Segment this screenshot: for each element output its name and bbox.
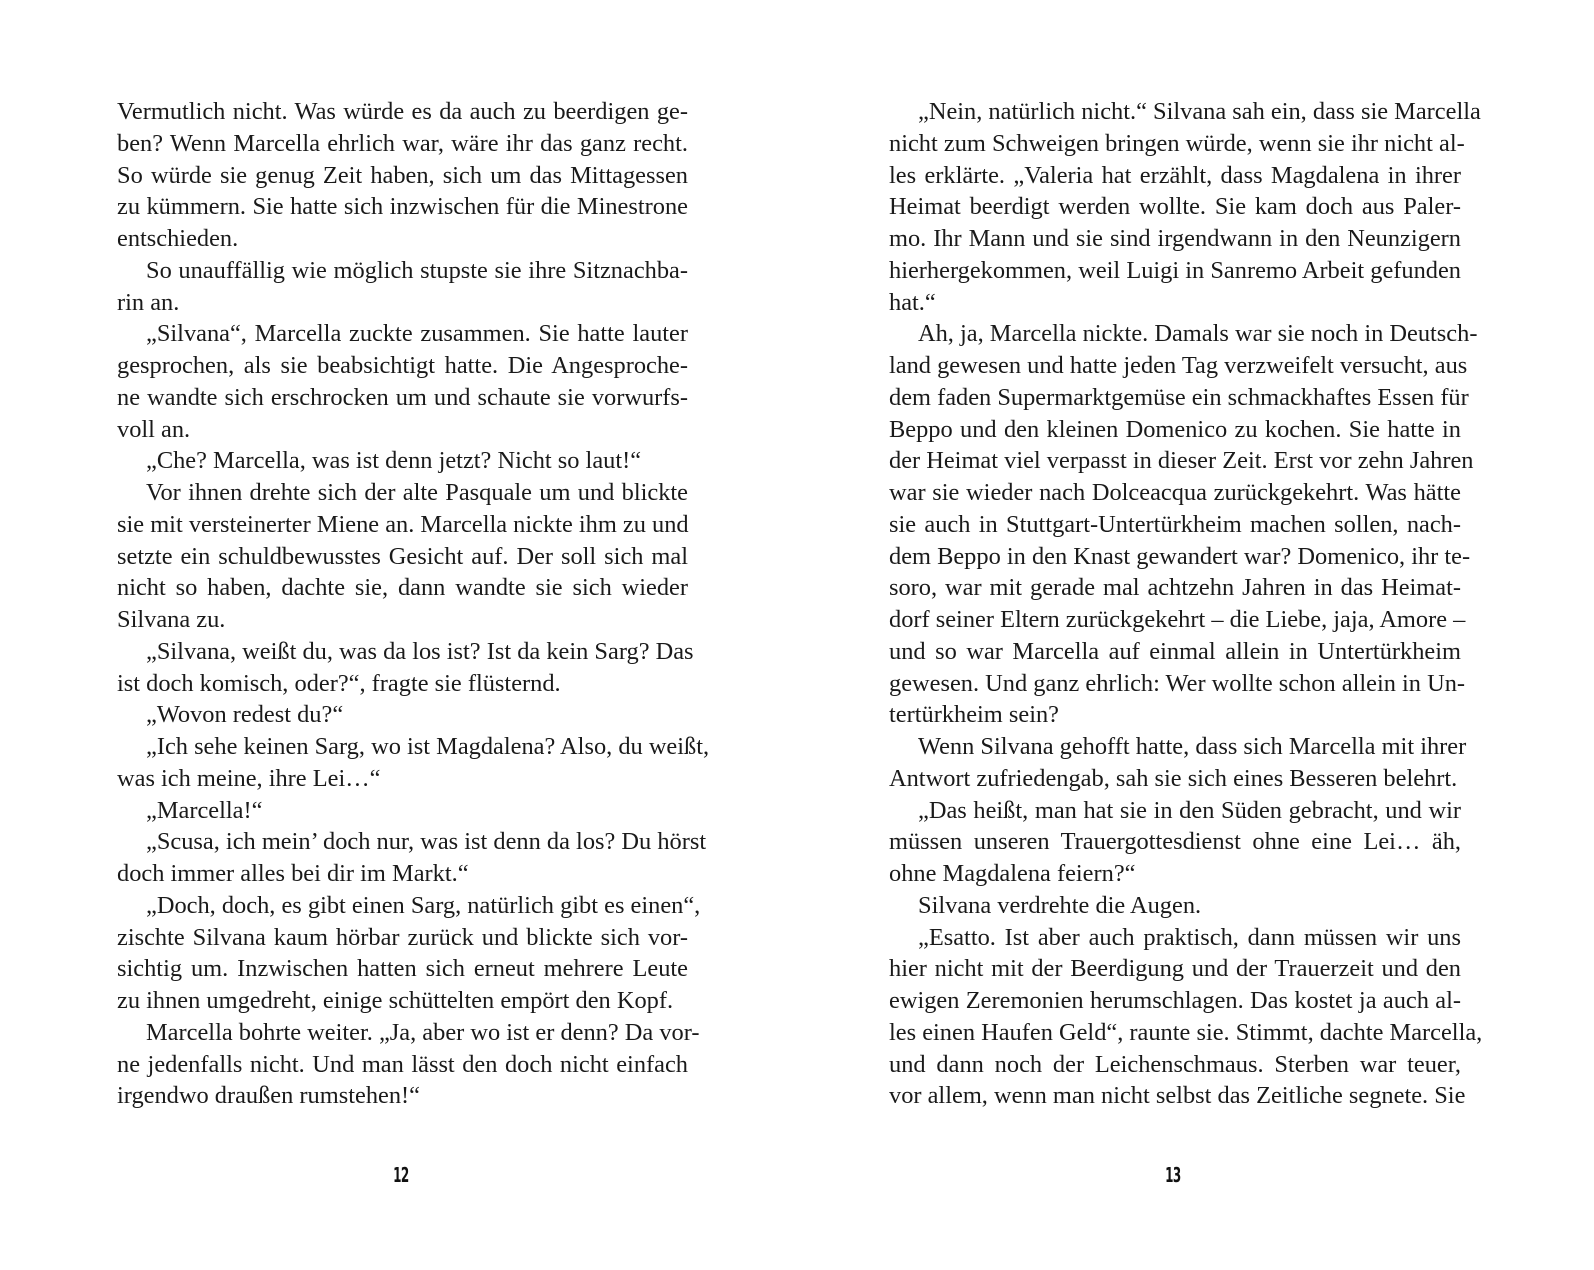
text-line: irgendwo draußen rumstehen!“: [117, 1082, 420, 1110]
text-line: dem faden Supermarktgemüse ein schmackhaftes Essen für: [889, 383, 1469, 411]
text-line: der Heimat viel verpasst in dieser Zeit. Erst vor zehn Jahren: [889, 447, 1474, 475]
text-line: sichtig um. Inzwischen hatten sich erneut mehrere Leute: [117, 955, 688, 983]
text-line: sie auch in Stuttgart-Untertürkheim machen sollen, nach-: [889, 510, 1461, 538]
text-line: entschieden.: [117, 225, 239, 252]
text-line: nicht zum Schweigen bringen würde, wenn sie ihr nicht al-: [889, 129, 1465, 157]
text-line: zischte Silvana kaum hörbar zurück und blickte sich vor-: [117, 923, 688, 951]
text-line: „Scusa, ich mein’ doch nur, was ist denn da los? Du hörst: [146, 828, 707, 856]
text-line: sie mit versteinerter Miene an. Marcella nickte ihm zu und: [117, 510, 689, 538]
text-line: Silvana zu.: [117, 606, 226, 633]
text-line: Antwort zufriedengab, sah sie sich eines Besseren belehrt.: [889, 764, 1458, 792]
text-line: „Marcella!“: [146, 796, 263, 824]
text-line: ewigen Zeremonien herumschlagen. Das kostet ja auch al-: [889, 987, 1461, 1014]
text-line: land gewesen und hatte jeden Tag verzweifelt versucht, aus: [889, 352, 1468, 379]
text-line: ben? Wenn Marcella ehrlich war, wäre ihr das ganz recht.: [117, 129, 688, 157]
text-line: ist doch komisch, oder?“, fragte sie flüsternd.: [117, 669, 561, 697]
right-page-number: 13: [1165, 1163, 1181, 1187]
text-line: soro, war mit gerade mal achtzehn Jahren in das Heimat-: [889, 574, 1461, 602]
text-line: und dann noch der Leichenschmaus. Sterben war teuer,: [889, 1050, 1461, 1078]
right-page-text: [889, 96, 1483, 1112]
text-line: und so war Marcella auf einmal allein in Untertürkheim: [889, 637, 1461, 665]
text-line: les erklärte. „Valeria hat erzählt, dass Magdalena in ihrer: [889, 161, 1461, 189]
text-line: gewesen. Und ganz ehrlich: Wer wollte schon allein in Un-: [889, 669, 1466, 697]
text-line: So unauffällig wie möglich stupste sie ihre Sitznachba-: [146, 256, 688, 284]
text-line: Beppo und den kleinen Domenico zu kochen. Sie hatte in: [889, 415, 1461, 443]
text-line: was ich meine, ihre Lei…“: [117, 764, 381, 792]
text-line: nicht so haben, dachte sie, dann wandte sie sich wieder: [117, 574, 688, 602]
text-line: „Nein, natürlich nicht.“ Silvana sah ein, dass sie Marcella: [918, 98, 1481, 125]
text-line: les einen Haufen Geld“, raunte sie. Stimmt, dachte Marcella,: [889, 1018, 1483, 1046]
text-line: „Ich sehe keinen Sarg, wo ist Magdalena? Also, du weißt,: [146, 733, 710, 760]
text-line: ne jedenfalls nicht. Und man lässt den doch nicht einfach: [117, 1050, 688, 1078]
text-line: rin an.: [117, 288, 180, 316]
text-line: hierhergekommen, weil Luigi in Sanremo Arbeit gefunden: [889, 256, 1461, 284]
text-line: Marcella bohrte weiter. „Ja, aber wo ist er denn? Da vor-: [146, 1018, 700, 1046]
text-line: ohne Magdalena feiern?“: [889, 860, 1136, 887]
left-page-text: [117, 96, 710, 1112]
text-line: doch immer alles bei dir im Markt.“: [117, 860, 469, 887]
text-line: So würde sie genug Zeit haben, sich um das Mittagessen: [117, 161, 688, 189]
text-line: müssen unseren Trauergottesdienst ohne eine Lei… äh,: [889, 828, 1461, 856]
left-page-number: 12: [393, 1163, 409, 1187]
text-line: „Wovon redest du?“: [146, 701, 344, 729]
text-line: tertürkheim sein?: [889, 701, 1059, 729]
text-line: „Silvana“, Marcella zuckte zusammen. Sie hatte lauter: [146, 320, 688, 348]
text-line: Vermutlich nicht. Was würde es da auch zu beerdigen ge-: [117, 98, 688, 125]
text-line: hier nicht mit der Beerdigung und der Trauerzeit und den: [889, 955, 1461, 983]
text-line: zu ihnen umgedreht, einige schüttelten empört den Kopf.: [117, 987, 674, 1014]
text-line: vor allem, wenn man nicht selbst das Zeitliche segnete. Sie: [889, 1082, 1466, 1110]
text-line: „Doch, doch, es gibt einen Sarg, natürlich gibt es einen“,: [146, 891, 701, 919]
text-line: „Che? Marcella, was ist denn jetzt? Nicht so laut!“: [146, 447, 642, 475]
text-line: hat.“: [889, 288, 936, 316]
text-line: voll an.: [117, 415, 191, 443]
text-line: Vor ihnen drehte sich der alte Pasquale um und blickte: [146, 479, 688, 506]
text-line: „Silvana, weißt du, was da los ist? Ist da kein Sarg? Das: [146, 637, 694, 665]
text-line: zu kümmern. Sie hatte sich inzwischen für die Minestrone: [117, 193, 688, 221]
text-line: Ah, ja, Marcella nickte. Damals war sie noch in Deutsch-: [918, 320, 1478, 348]
text-line: war sie wieder nach Dolceacqua zurückgekehrt. Was hätte: [889, 479, 1461, 506]
text-line: Wenn Silvana gehofft hatte, dass sich Marcella mit ihrer: [918, 733, 1467, 760]
text-line: gesprochen, als sie beabsichtigt hatte. Die Angesproche-: [117, 352, 688, 379]
text-line: „Esatto. Ist aber auch praktisch, dann müssen wir uns: [918, 923, 1461, 951]
text-line: ne wandte sich erschrocken um und schaute sie vorwurfs-: [117, 383, 688, 411]
text-line: Silvana verdrehte die Augen.: [918, 891, 1202, 919]
text-line: dem Beppo in den Knast gewandert war? Domenico, ihr te-: [889, 542, 1471, 570]
text-line: „Das heißt, man hat sie in den Süden gebracht, und wir: [918, 796, 1461, 824]
text-line: dorf seiner Eltern zurückgekehrt – die Liebe, jaja, Amore –: [889, 606, 1466, 633]
text-line: setzte ein schuldbewusstes Gesicht auf. Der soll sich mal: [117, 542, 688, 570]
text-line: mo. Ihr Mann und sie sind irgendwann in den Neunzigern: [889, 225, 1461, 252]
text-line: Heimat beerdigt werden wollte. Sie kam doch aus Paler-: [889, 193, 1461, 221]
